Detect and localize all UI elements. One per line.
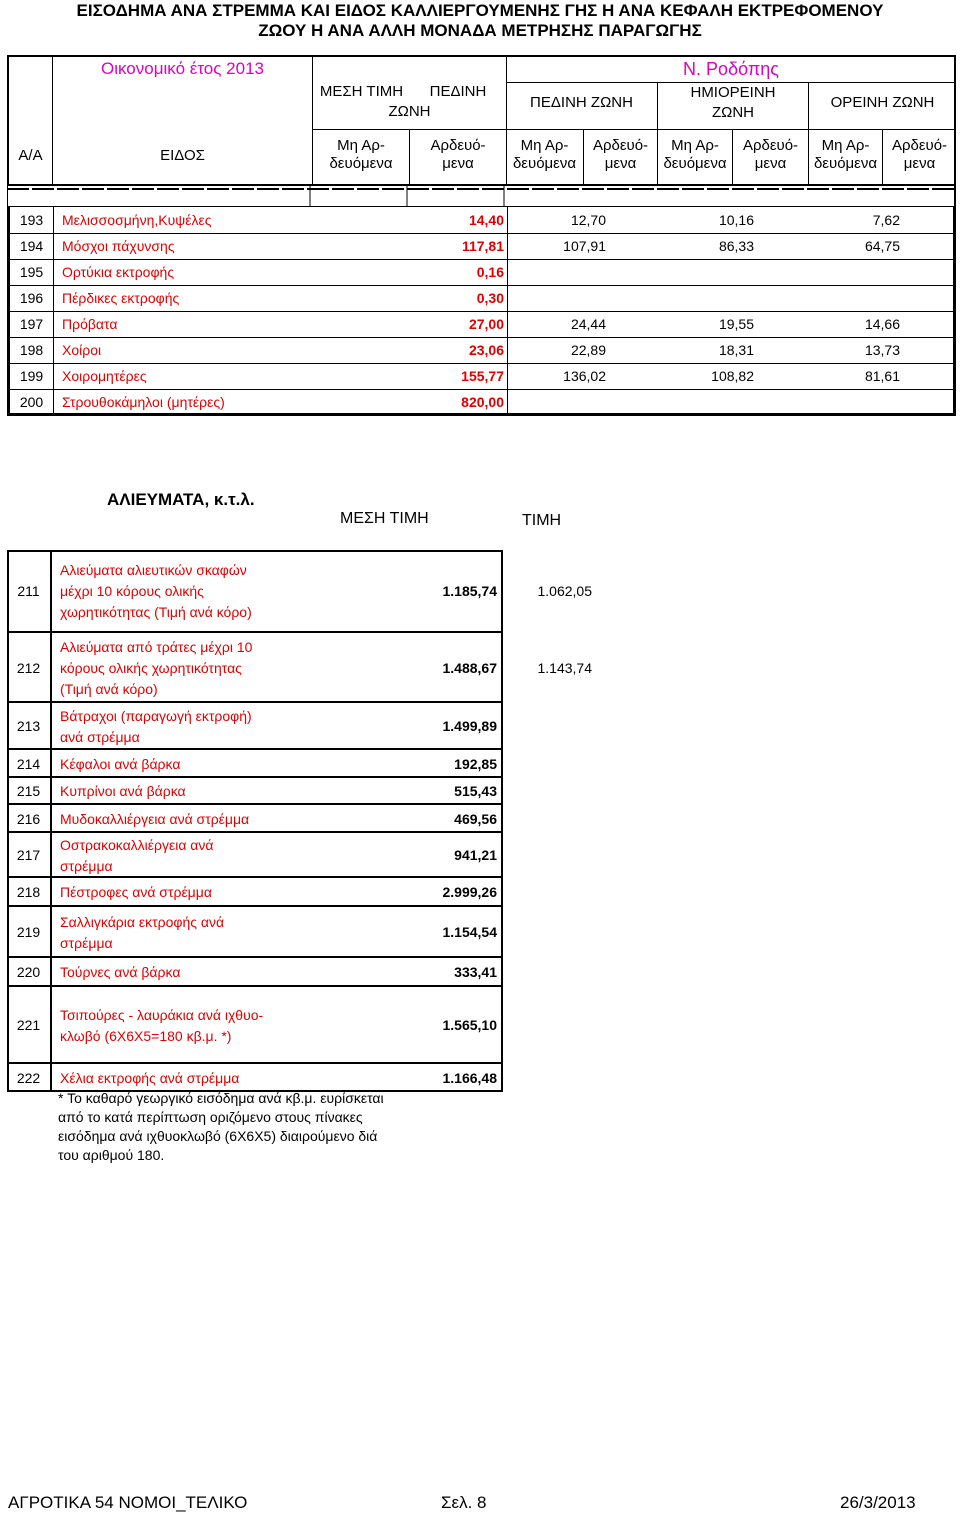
row-mount: 64,75 — [864, 238, 900, 254]
fish-row — [7, 958, 503, 987]
prefecture: Ν. Ροδόπης — [683, 59, 779, 79]
footer-date: 26/3/2013 — [840, 1493, 916, 1512]
fish-row-avg: 1.565,10 — [442, 1017, 497, 1033]
fish-col-avg: ΜΕΣΗ ΤΙΜΗ — [340, 510, 429, 527]
row-mount — [800, 259, 900, 285]
row-semi — [650, 285, 754, 311]
fish-row-aa: 219 — [16, 924, 41, 940]
fish-row — [7, 1064, 503, 1092]
row-semi — [650, 389, 754, 415]
footnote — [58, 1089, 384, 1165]
fish-row-avg: 469,56 — [454, 810, 497, 827]
fish-row-aa: 211 — [17, 583, 40, 599]
row-avg: 155,77 — [461, 368, 504, 384]
fish-row-name-line: στρέμμα — [60, 934, 113, 951]
sub-non-irrigated: Μη Αρ- δευόμενα — [813, 137, 878, 172]
fish-row-avg: 515,43 — [454, 783, 497, 799]
fish-row-avg: 2.999,26 — [442, 884, 497, 900]
row-aa: 197 — [19, 316, 44, 332]
row-aa: 195 — [19, 264, 44, 280]
fish-row-name-line: Μυδοκαλλιέργεια ανά στρέμμα — [60, 810, 250, 827]
header-table — [7, 55, 956, 186]
footer-left: ΑΓΡΟΤΙΚΑ 54 ΝΟΜΟΙ_ΤΕΛΙΚΟ — [8, 1493, 248, 1512]
row-plain: 107,91 — [563, 238, 606, 254]
fish-row-name-line: ανά στρέμμα — [60, 728, 140, 745]
table-row — [10, 337, 953, 364]
row-name: Πρόβατα — [62, 316, 118, 332]
row-avg: 820,00 — [461, 394, 504, 410]
fish-row-aa: 214 — [16, 755, 41, 772]
table-row — [10, 389, 953, 416]
fish-row — [7, 750, 503, 778]
fish-row-avg: 1.488,67 — [442, 659, 497, 676]
row-aa: 196 — [19, 290, 44, 306]
row-avg: 117,81 — [461, 238, 504, 254]
row-semi: 18,31 — [718, 342, 754, 358]
row-semi — [650, 259, 754, 285]
row-plain — [510, 285, 606, 311]
sub-non-irrigated: Μη Αρ- δευόμενα — [512, 137, 577, 172]
row-name: Μόσχοι πάχυνσης — [62, 238, 175, 254]
fish-row-aa: 218 — [16, 884, 41, 900]
row-semi: 86,33 — [718, 238, 754, 254]
row-mount: 13,73 — [864, 342, 900, 358]
fish-row-name-line: (Τιμή ανά κόρο) — [60, 680, 158, 697]
sub-irrigated: Αρδευό- μενα — [891, 137, 948, 172]
fish-row — [7, 703, 503, 750]
row-semi: 10,16 — [718, 212, 754, 228]
row-avg: 0,30 — [476, 290, 504, 306]
row-plain — [510, 259, 606, 285]
fish-row — [7, 805, 503, 833]
table-row — [10, 259, 953, 286]
page-title-line2: ΖΩΟΥ Η ΑΝΑ ΑΛΛΗ ΜΟΝΑΔΑ ΜΕΤΡΗΣΗΣ ΠΑΡΑΓΩΓΗΣ — [258, 21, 702, 40]
col-mountain-zone: ΟΡΕΙΝΗ ΖΩΝΗ — [830, 94, 935, 111]
fish-section-title: ΑΛΙΕΥΜΑΤΑ, κ.τ.λ. — [107, 490, 255, 509]
row-mount — [800, 389, 900, 415]
fish-row — [7, 987, 503, 1064]
fish-row-avg: 1.499,89 — [442, 718, 497, 734]
row-mount: 7,62 — [872, 212, 900, 228]
row-avg: 27,00 — [468, 316, 504, 332]
fish-row-aa: 217 — [16, 847, 41, 863]
footer-page: Σελ. 8 — [441, 1493, 487, 1512]
fish-row — [7, 878, 503, 907]
sub-non-irrigated: Μη Αρ- δευόμενα — [663, 137, 727, 172]
fiscal-year: Οικονομικό έτος 2013 — [101, 59, 264, 78]
fish-row-avg: 192,85 — [454, 755, 497, 772]
fish-row-name-line: Αλιεύματα από τράτες μέχρι 10 — [60, 638, 253, 655]
fish-row-name-line: Αλιεύματα αλιευτικών σκαφών — [60, 562, 247, 578]
row-semi: 108,82 — [711, 368, 754, 384]
row-aa: 194 — [19, 238, 44, 254]
row-plain: 22,89 — [570, 342, 606, 358]
row-mount: 14,66 — [864, 316, 900, 332]
livestock-table — [7, 206, 956, 416]
fish-row-name-line: Πέστροφες ανά στρέμμα — [60, 884, 212, 900]
fish-row-name-line: μέχρι 10 κόρους ολικής — [60, 583, 204, 599]
table-row — [10, 233, 953, 260]
row-mount — [800, 285, 900, 311]
fish-row-price: 1.062,05 — [537, 583, 592, 599]
row-name: Στρουθοκάμηλοι (μητέρες) — [62, 394, 225, 410]
row-name: Χοίροι — [62, 342, 102, 358]
sub-irrigated: Αρδευό- μενα — [430, 137, 486, 172]
fish-row-name-line: χωρητικότητας (Τιμή ανά κόρο) — [60, 604, 252, 620]
fish-row — [7, 833, 503, 878]
row-aa: 193 — [19, 212, 44, 228]
row-name: Πέρδικες εκτροφής — [62, 290, 180, 306]
table-row — [10, 207, 953, 234]
fish-row-aa: 216 — [16, 810, 41, 827]
fish-row-name-line: Χέλια εκτροφής ανά στρέμμα — [60, 1069, 240, 1086]
page-title-line1: ΕΙΣΟΔΗΜΑ ΑΝΑ ΣΤΡΕΜΜΑ ΚΑΙ ΕΙΔΟΣ ΚΑΛΛΙΕΡΓΟΥΜΕΝΗΣ ΓΗΣ Η ΑΝΑ ΚΕΦΑΛΗ ΕΚΤΡΕΦΟΜΕΝΟΥ — [76, 1, 884, 20]
col-aa: Α/Α — [18, 147, 43, 164]
row-plain: 24,44 — [570, 316, 606, 332]
fish-row-avg: 333,41 — [454, 964, 497, 980]
fish-row — [7, 907, 503, 958]
sub-non-irrigated: Μη Αρ- δευόμενα — [329, 137, 393, 172]
fish-row — [7, 633, 592, 703]
col-avg-line3: ΖΩΝΗ — [388, 103, 431, 120]
fish-row — [7, 778, 503, 805]
footnote-line: από το κατά περίπτωση οριζόμενο στους πίνακες — [58, 1109, 363, 1125]
fish-row-aa: 221 — [16, 1017, 41, 1033]
row-name: Χοιρομητέρες — [62, 368, 147, 384]
col-semi-line2: ΖΩΝΗ — [711, 104, 755, 121]
sub-irrigated: Αρδευό- μενα — [742, 137, 799, 172]
fish-row-name-line: Σαλλιγκάρια εκτροφής ανά — [60, 913, 225, 930]
footnote-line: του αριθμού 180. — [58, 1147, 165, 1163]
fish-row-name-line: Τούρνες ανά βάρκα — [60, 964, 181, 980]
fish-row-name-line: Τσιπούρες - λαυράκια ανά ιχθυο- — [60, 1006, 264, 1023]
col-avg-line2: ΠΕΔΙΝΗ — [429, 83, 487, 100]
row-avg: 14,40 — [468, 212, 504, 228]
fish-row-aa: 220 — [16, 964, 41, 980]
row-aa: 199 — [19, 368, 44, 384]
footnote-line: * Το καθαρό γεωργικό εισόδημα ανά κβ.μ. ευρίσκεται — [58, 1090, 384, 1106]
col-eidos: ΕΙΔΟΣ — [160, 147, 205, 164]
fish-row-name-line: Κέφαλοι ανά βάρκα — [60, 755, 181, 772]
table-row — [10, 311, 953, 338]
fish-row-name-line: Βάτραχοι (παραγωγή εκτροφή) — [60, 707, 252, 724]
fish-row-avg: 1.185,74 — [442, 583, 497, 599]
fish-row-name-line: κλωβό (6Χ6Χ5=180 κβ.μ. *) — [60, 1027, 232, 1044]
row-plain — [510, 389, 606, 415]
row-aa: 200 — [19, 394, 44, 410]
row-name: Μελισσοσμήνη,Κυψέλες — [62, 212, 212, 228]
footnote-line: εισόδημα ανά ιχθυοκλωβό (6Χ6Χ5) διαιρούμενο διά — [58, 1128, 378, 1144]
fish-row-name-line: Οστρακοκαλλιέργεια ανά — [60, 836, 214, 853]
fish-row — [7, 550, 592, 633]
row-avg: 23,06 — [468, 342, 504, 358]
sub-irrigated: Αρδευό- μενα — [592, 137, 649, 172]
fish-row-aa: 222 — [16, 1069, 41, 1086]
row-aa: 198 — [19, 342, 44, 358]
fish-row-aa: 212 — [16, 659, 41, 676]
row-mount: 81,61 — [864, 368, 900, 384]
col-avg-line1: ΜΕΣΗ ΤΙΜΗ — [319, 83, 404, 100]
row-semi: 19,55 — [718, 316, 754, 332]
fish-row-price: 1.143,74 — [537, 659, 592, 676]
fish-col-price: ΤΙΜΗ — [522, 512, 562, 529]
fish-row-avg: 941,21 — [454, 847, 497, 863]
dashed-separator — [7, 186, 956, 206]
fish-row-name-line: Κυπρίνοι ανά βάρκα — [60, 783, 186, 799]
fish-row-name-line: κόρους ολικής χωρητικότητας — [60, 659, 242, 676]
fish-row-avg: 1.166,48 — [442, 1069, 497, 1086]
row-plain: 12,70 — [570, 212, 606, 228]
fish-row-aa: 213 — [16, 718, 41, 734]
fish-row-aa: 215 — [16, 783, 41, 799]
fish-row-name-line: στρέμμα — [60, 857, 113, 874]
row-avg: 0,16 — [476, 264, 504, 280]
col-semi-line1: ΗΜΙΟΡΕΙΝΗ — [690, 84, 776, 101]
table-row — [10, 285, 953, 312]
table-row — [10, 363, 953, 390]
row-plain: 136,02 — [563, 368, 606, 384]
row-name: Ορτύκια εκτροφής — [62, 264, 175, 280]
fish-row-avg: 1.154,54 — [442, 924, 497, 940]
col-plain-zone: ΠΕΔΙΝΗ ΖΩΝΗ — [530, 94, 633, 111]
